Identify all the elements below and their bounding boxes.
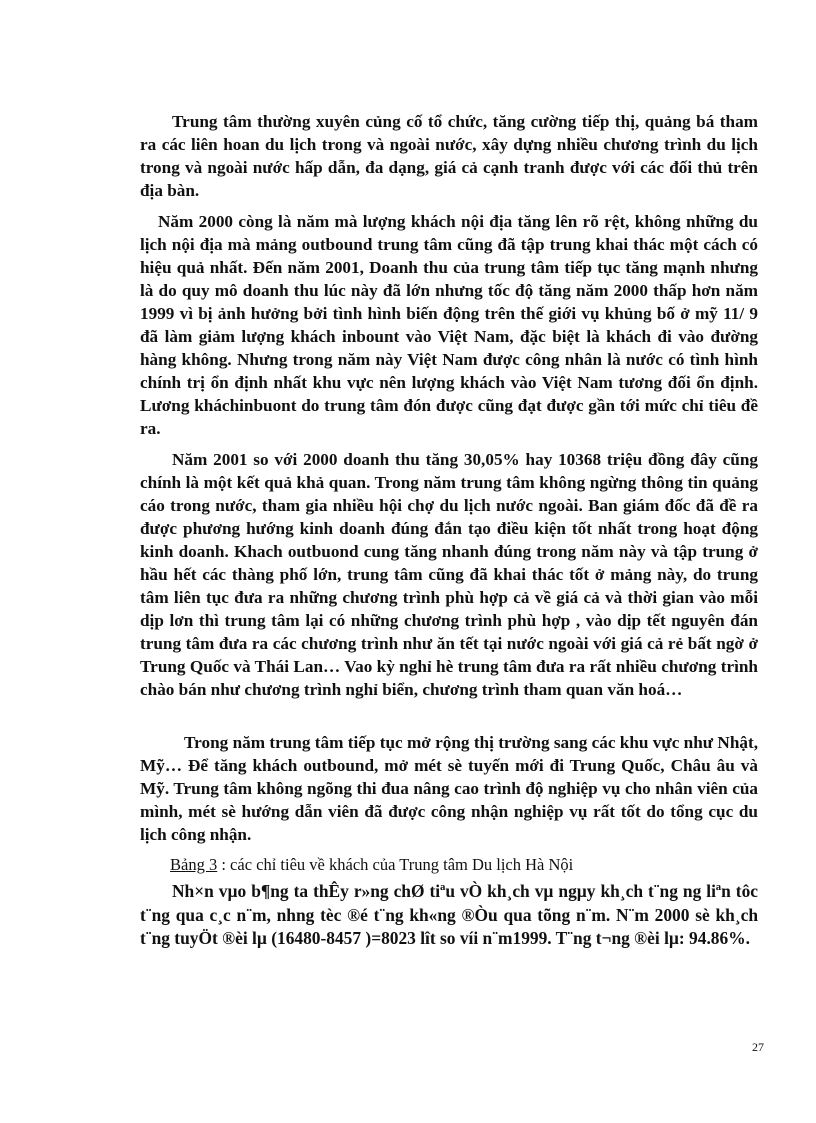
paragraph-1: Trung tâm thường xuyên củng cố tổ chức, tăng cường tiếp thị, quảng bá tham ra các liên hoan du lịch trong và ngoài nước, xây dựng nhiều chương trình du lịch trong và ngoài nước hấp dẫn, đa dạng, giá cả cạnh tranh được với các đối thủ trên địa bàn.	[140, 112, 758, 200]
paragraph-4: Trong năm trung tâm tiếp tục mở rộng thị trường sang các khu vực như Nhật, Mỹ… Để tăng khách outbound, mở mét sè tuyến mới đi Trung Quốc, Châu âu và Mỹ. Trung tâm không ngõng thi đua nâng cao trình độ nghiệp vụ cho nhân viên của mình, mét sè hướng dẫn viên đã được công nhận nghiệp vụ rất tốt do tổng cục du lịch công nhận.	[140, 733, 758, 844]
paragraph-2: Năm 2000 còng là năm mà lượng khách nội địa tăng lên rõ rệt, không những du lịch nội địa mà mảng outbound trung tâm cũng đã tập trung khai thác một cách có hiệu quả nhất. Đến năm 2001, Doanh thu của trung tâm tiếp tục tăng mạnh nhưng là do quy mô doanh thu lúc này đã lớn nhưng tốc độ tăng năm 2000 thấp hơn năm 1999 vì bị ảnh hưởng bởi tình hình biến động trên thế giới vụ khủng bố ở mỹ 11/ 9 đã làm giảm lượng khách inbount vào Việt Nam, đặc biệt là khách đi vào đường hàng không. Nhưng trong năm này Việt Nam được công nhân là nước có tình hình chính trị ổn định nhất khu vực nên lượng khách vào Việt Nam tương đối ổn định. Lương kháchinbuont do trung tâm đón được cũng đạt được gần tới mức chỉ tiêu đề ra.	[140, 212, 758, 438]
table-caption-text: : các chỉ tiêu về khách của Trung tâm Du lịch Hà Nội	[217, 855, 574, 874]
table-caption-label: Bảng 3	[170, 855, 218, 874]
paragraph-5-garbled: Nh×n vµo b¶ng ta thÊy r»ng chØ tiªu vÒ kh¸ch vµ ngµy kh¸ch t¨ng ng liªn tôc t¨ng qua c¸c n¨m, nhng tèc ®é t¨ng kh«ng ®Òu qua tõng n¨m. N¨m 2000 sè kh¸ch t¨ng tuyÖt ®èi lµ (16480-8457 )=8023 lît so víi n¨m1999. T¨ng t¬ng ®èi lµ: 94.86%.	[140, 881, 758, 948]
paragraph-3: Năm 2001 so với 2000 doanh thu tăng 30,05% hay 10368 triệu đồng đây cũng chính là một kết quả khả quan. Trong năm trung tâm không ngừng thông tin quảng cáo trong nước, tham gia nhiều hội chợ du lịch nước ngoài. Ban giám đốc đã đề ra được phương hướng kinh doanh đúng đắn tạo điều kiện tốt nhất trong hoạt động kinh doanh. Khach outbuond cung tăng nhanh đúng trong năm này và tập trung ở hầu hết các thàng phố lớn, trung tâm cũng đã khai thác tốt ở mảng này, do trung tâm liên tục đưa ra những chương trình phù hợp cả về giá cả và thời gian vào mỗi dịp lơn thì trung tâm lại có những chương trình phù hợp , vào dịp tết nguyên đán trung tâm đưa ra các chương trình như ăn tết tại nước ngoài với giá cả rẻ bất ngờ ở Trung Quốc và Thái Lan… Vao kỳ nghỉ hè trung tâm đưa ra rất nhiều chương trình chào bán như chương trình nghỉ biển, chương trình tham quan văn hoá…	[140, 450, 758, 699]
page-number: 27	[752, 1040, 764, 1054]
table-caption	[170, 854, 573, 876]
